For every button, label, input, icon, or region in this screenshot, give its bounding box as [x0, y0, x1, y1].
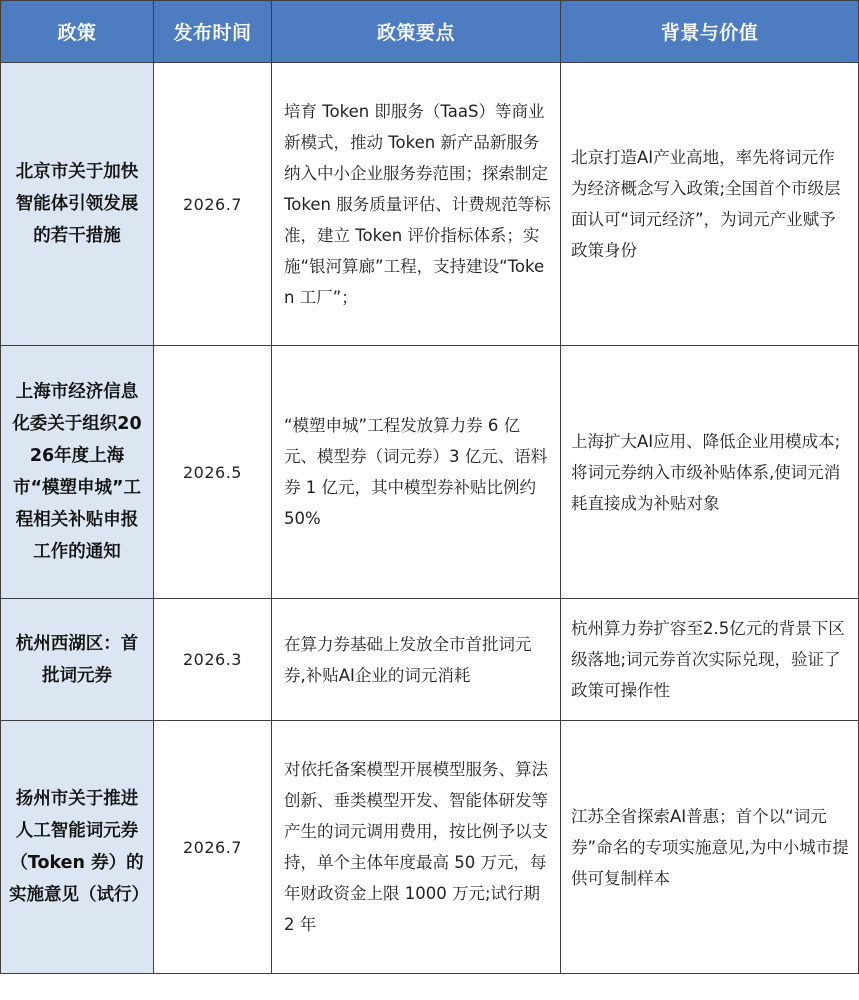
table-row [1, 721, 859, 974]
background-value: 杭州算力券扩容至2.5亿元的背景下区级落地;词元券首次实际兑现，验证了政策可操作性 [561, 599, 859, 721]
table-header-row [1, 1, 859, 63]
policy-name: 杭州西湖区：首批词元券 [1, 599, 154, 721]
table-row [1, 346, 859, 599]
policy-name: 上海市经济信息化委关于组织2026年度上海市“模塑申城”工程相关补贴申报工作的通知 [1, 346, 154, 599]
release-date: 2026.5 [154, 346, 272, 599]
background-value: 北京打造AI产业高地，率先将词元作为经济概念写入政策;全国首个市级层面认可“词元经济”，为词元产业赋予政策身份 [561, 63, 859, 346]
policy-points: 培育 Token 即服务（TaaS）等商业新模式，推动 Token 新产品新服务纳入中小企业服务券范围；探索制定 Token 服务质量评估、计费规范等标准，建立 Token 评价指标体系；实施“银河算廊”工程，支持建设“Token 工厂”； [272, 63, 561, 346]
release-date: 2026.7 [154, 63, 272, 346]
background-value: 江苏全省探索AI普惠；首个以“词元券”命名的专项实施意见,为中小城市提供可复制样本 [561, 721, 859, 974]
policy-name: 扬州市关于推进人工智能词元券（Token 券）的实施意见（试行） [1, 721, 154, 974]
policy-points: 对依托备案模型开展模型服务、算法创新、垂类模型开发、智能体研发等产生的词元调用费用，按比例予以支持，单个主体年度最高 50 万元，每年财政资金上限 1000 万元;试行期 2 年 [272, 721, 561, 974]
header-points: 政策要点 [272, 1, 561, 63]
release-date: 2026.7 [154, 721, 272, 974]
header-policy: 政策 [1, 1, 154, 63]
background-value: 上海扩大AI应用、降低企业用模成本;将词元券纳入市级补贴体系,使词元消耗直接成为补贴对象 [561, 346, 859, 599]
policy-points: 在算力券基础上发放全市首批词元券,补贴AI企业的词元消耗 [272, 599, 561, 721]
table-row [1, 599, 859, 721]
release-date: 2026.3 [154, 599, 272, 721]
policy-points: “模塑申城”工程发放算力券 6 亿元、模型券（词元券）3 亿元、语料券 1 亿元，其中模型券补贴比例约 50% [272, 346, 561, 599]
header-background: 背景与价值 [561, 1, 859, 63]
policy-name: 北京市关于加快智能体引领发展的若干措施 [1, 63, 154, 346]
table-row [1, 63, 859, 346]
header-date: 发布时间 [154, 1, 272, 63]
